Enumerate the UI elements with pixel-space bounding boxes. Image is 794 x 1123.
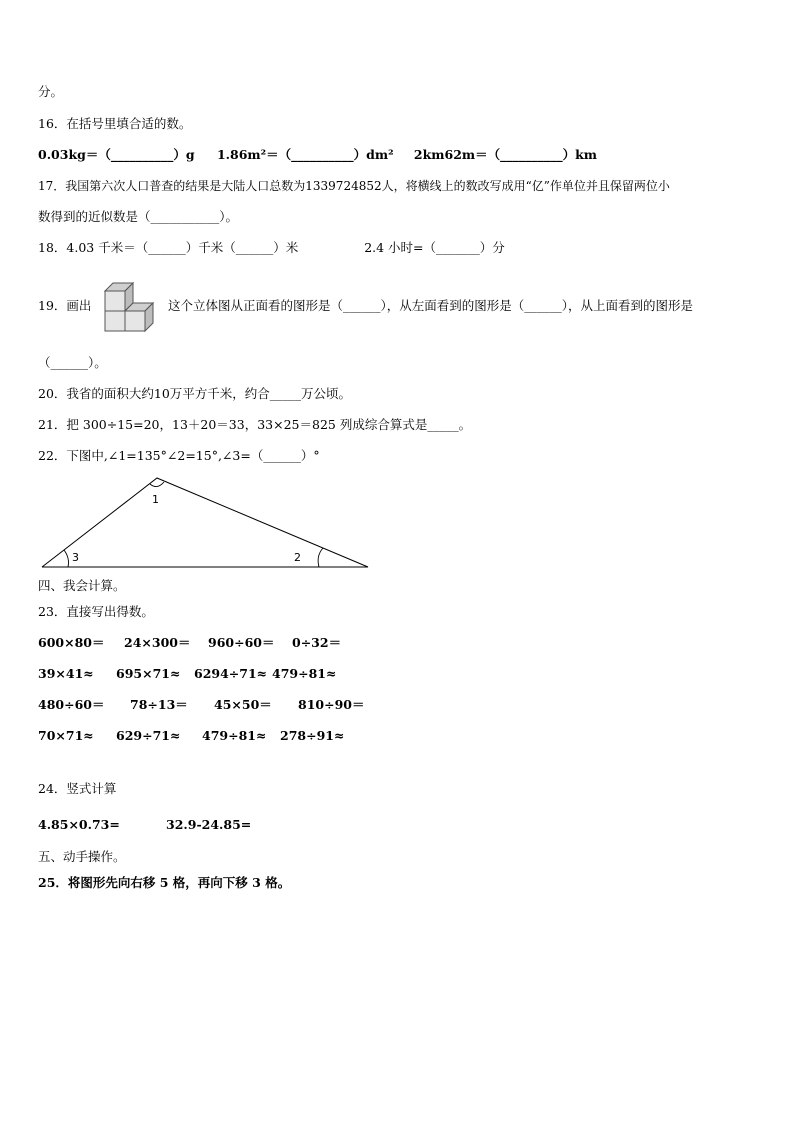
calc-r1c1: 600×80＝ xyxy=(38,635,105,650)
calc-r4c4: 278÷91≈ xyxy=(280,728,345,743)
q23-title: 23．直接写出得数。 xyxy=(38,604,154,619)
calc-r2c2: 695×71≈ xyxy=(116,666,181,681)
angle-2-label: 2 xyxy=(294,551,301,564)
calc-r4c1: 70×71≈ xyxy=(38,728,94,743)
q18-b: 2.4 小时=（_______）分 xyxy=(364,240,505,255)
q24-title: 24．竖式计算 xyxy=(38,781,117,796)
q16-a: 0.03kg＝（__________）g xyxy=(38,147,195,162)
calc-r3c3: 45×50＝ xyxy=(214,697,272,712)
q19-line2: （______）。 xyxy=(38,355,107,370)
q21: 21．把 300÷15=20，13＋20＝33，33×25＝825 列成综合算式是_____。 xyxy=(38,417,472,432)
calc-r3c1: 480÷60＝ xyxy=(38,697,105,712)
calc-r1c2: 24×300＝ xyxy=(124,635,191,650)
calc-r2c4: 479÷81≈ xyxy=(272,666,337,681)
cube-figure xyxy=(103,277,155,333)
calc-r1c3: 960÷60＝ xyxy=(208,635,275,650)
calc-r3c2: 78÷13＝ xyxy=(130,697,188,712)
q16-b: 1.86m²＝（__________）dm² xyxy=(216,147,394,162)
calc-r4c3: 479÷81≈ xyxy=(202,728,267,743)
q19-prefix: 19．画出 xyxy=(38,298,92,313)
section-4-title: 四、我会计算。 xyxy=(38,578,126,593)
q20: 20．我省的面积大约10万平方千米，约合_____万公顷。 xyxy=(38,386,352,401)
q16-title: 16．在括号里填合适的数。 xyxy=(38,116,192,131)
calc-r2c3: 6294÷71≈ xyxy=(194,666,268,681)
section-5-title: 五、动手操作。 xyxy=(38,849,126,864)
q16-line xyxy=(38,147,597,163)
q17-line1: 17．我国第六次人口普查的结果是大陆人口总数为1339724852人，将横线上的数改写成用“亿”作单位并且保留两位小 xyxy=(38,179,670,193)
calc-r2c1: 39×41≈ xyxy=(38,666,94,681)
q25: 25．将图形先向右移 5 格，再向下移 3 格。 xyxy=(38,875,291,890)
angle-1-label: 1 xyxy=(152,493,159,506)
q19-text: 这个立体图从正面看的图形是（______），从左面看到的图形是（______），从上面看到的图形是 xyxy=(168,298,694,313)
q24-a: 4.85×0.73= xyxy=(38,817,120,832)
q16-c: 2km62m＝（__________）km xyxy=(413,147,597,162)
q17-line2: 数得到的近似数是（___________）。 xyxy=(38,209,239,224)
angle-3-label: 3 xyxy=(72,551,79,564)
q24-b: 32.9-24.85= xyxy=(166,817,252,832)
q18-line xyxy=(38,240,505,256)
calc-r4c2: 629÷71≈ xyxy=(116,728,181,743)
q15-tail: 分。 xyxy=(38,84,64,99)
q18-a: 18．4.03 千米＝（______）千米（______）米 xyxy=(38,240,299,255)
q22-text: 22．下图中,∠1=135°∠2=15°,∠3=（______）° xyxy=(38,448,320,463)
triangle-figure xyxy=(38,470,374,574)
calc-r1c4: 0÷32＝ xyxy=(292,635,342,650)
calc-r3c4: 810÷90＝ xyxy=(298,697,365,712)
